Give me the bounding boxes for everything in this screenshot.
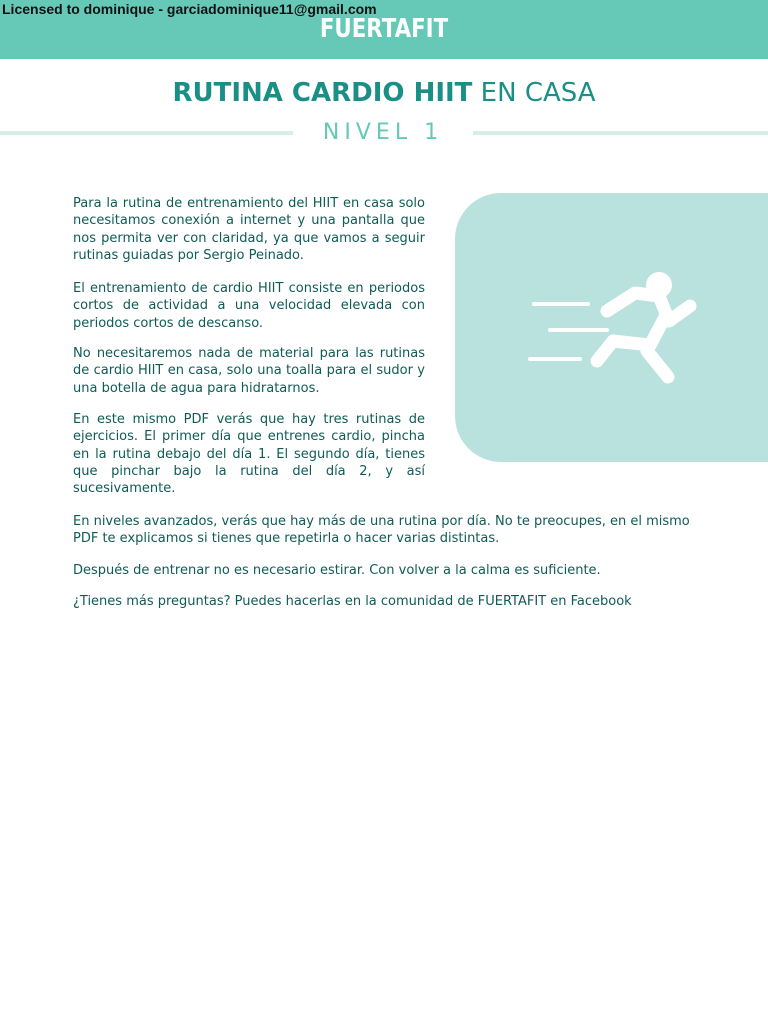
page-title-bold: RUTINA CARDIO HIIT xyxy=(172,78,473,108)
license-notice: Licensed to dominique - garciadominique11@gmail.com xyxy=(2,1,377,17)
running-person-icon xyxy=(455,193,768,462)
header-bar xyxy=(0,0,768,59)
advanced-levels-paragraph: En niveles avanzados, verás que hay más de una rutina por día. No te preocupes, en el mismo PDF te explicamos si tienes que repetirla o hacer varias distintas. xyxy=(73,514,690,547)
stretching-paragraph: Después de entrenar no es necesario estirar. Con volver a la calma es suficiente. xyxy=(73,563,601,578)
illustration-panel xyxy=(455,193,768,462)
hiit-definition-paragraph: El entrenamiento de cardio HIIT consiste en periodos cortos de actividad a una velocidad elevada con periodos cortos de descanso. xyxy=(73,281,425,331)
community-paragraph: ¿Tienes más preguntas? Puedes hacerlas en la comunidad de FUERTAFIT en Facebook xyxy=(73,594,632,609)
level-label: NIVEL 1 xyxy=(322,120,444,145)
divider-left xyxy=(0,131,293,135)
level-heading xyxy=(0,120,768,146)
page-title xyxy=(0,78,768,108)
intro-paragraph: Para la rutina de entrenamiento del HIIT en casa solo necesitamos conexión a internet y una pantalla que nos permita ver con claridad, ya que vamos a seguir rutinas guiadas por Sergio Peinado. xyxy=(73,196,425,263)
routines-paragraph: En este mismo PDF verás que hay tres rutinas de ejercicios. El primer día que entrenes cardio, pincha en la rutina debajo del día 1. El segundo día, tienes que pinchar bajo la rutina del día 2, y así sucesivamente. xyxy=(73,412,425,497)
brand-logo: FUERTAFIT xyxy=(319,14,449,44)
divider-right xyxy=(473,131,768,135)
material-paragraph: No necesitaremos nada de material para las rutinas de cardio HIIT en casa, solo una toalla para el sudor y una botella de agua para hidratarnos. xyxy=(73,346,425,396)
page-title-light: EN CASA xyxy=(480,78,596,108)
